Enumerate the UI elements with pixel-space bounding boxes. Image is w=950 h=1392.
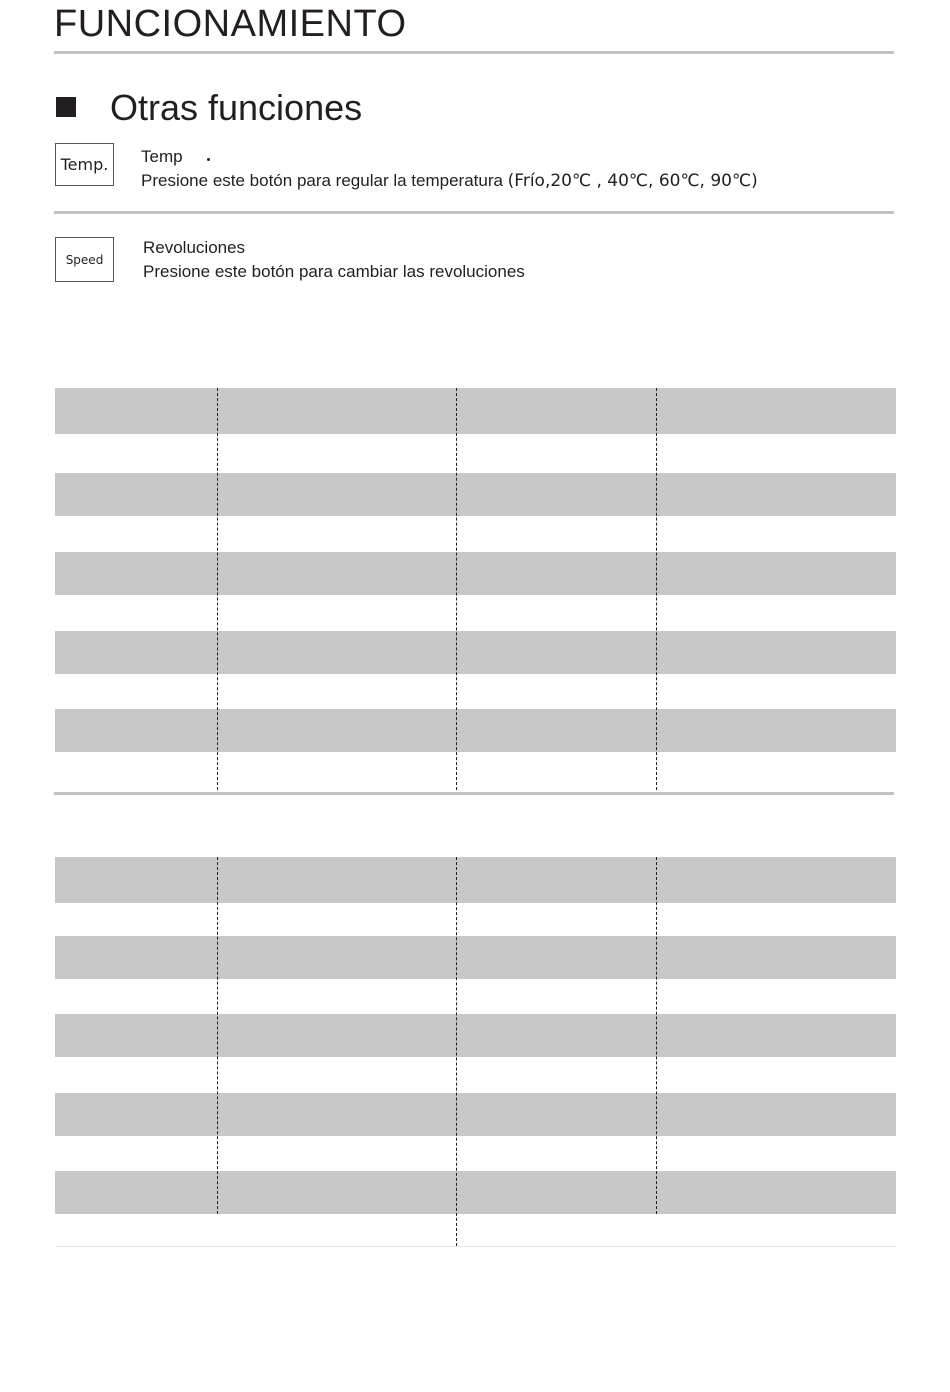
speed-function-description [143, 261, 525, 283]
table-row [55, 388, 896, 434]
table-row [55, 1057, 896, 1093]
column-divider [456, 388, 457, 795]
speed-button[interactable] [55, 237, 114, 282]
settings-table-1 [55, 388, 896, 795]
speed-function-name: Revoluciones [143, 238, 246, 257]
dot-mark [207, 158, 210, 161]
table-row [55, 936, 896, 979]
temp-button-label: Temp. [60, 155, 109, 174]
column-divider [217, 388, 218, 795]
settings-table-2 [55, 857, 896, 1249]
temp-function-name: Temp [141, 147, 183, 166]
temp-description-values: (Frío,20℃ , 40℃, 60℃, 90℃) [507, 171, 758, 191]
column-divider [217, 857, 218, 1214]
column-divider [656, 857, 657, 1214]
table-row [55, 1093, 896, 1136]
column-divider [456, 857, 457, 1246]
section-title: Otras funciones [110, 87, 363, 128]
table-divider [54, 792, 894, 795]
table-row [55, 595, 896, 631]
table-row [55, 552, 896, 595]
table-row [55, 979, 896, 1015]
table-row [55, 1214, 896, 1246]
function-divider [54, 211, 894, 214]
table-row [55, 473, 896, 516]
table-row [55, 434, 896, 473]
table-row [55, 516, 896, 552]
table-row [55, 857, 896, 903]
table-row [55, 1171, 896, 1214]
table-row [55, 631, 896, 674]
table-row [55, 709, 896, 752]
speed-description-text: Presione este botón para cambiar las revoluciones [143, 262, 525, 281]
square-bullet-icon [56, 97, 76, 117]
temp-description-text: Presione este botón para regular la temperatura [141, 171, 508, 190]
table-row [55, 1136, 896, 1171]
header-divider [54, 51, 894, 54]
table-row [55, 1014, 896, 1057]
table-row [55, 903, 896, 936]
temp-button[interactable] [55, 143, 114, 186]
column-divider [656, 388, 657, 795]
temp-function-description [141, 170, 758, 192]
table-row [55, 674, 896, 710]
page-title: FUNCIONAMIENTO [54, 3, 407, 45]
table-row [55, 752, 896, 794]
table-bottom-border [55, 1246, 896, 1247]
speed-button-label: Speed [65, 252, 104, 267]
